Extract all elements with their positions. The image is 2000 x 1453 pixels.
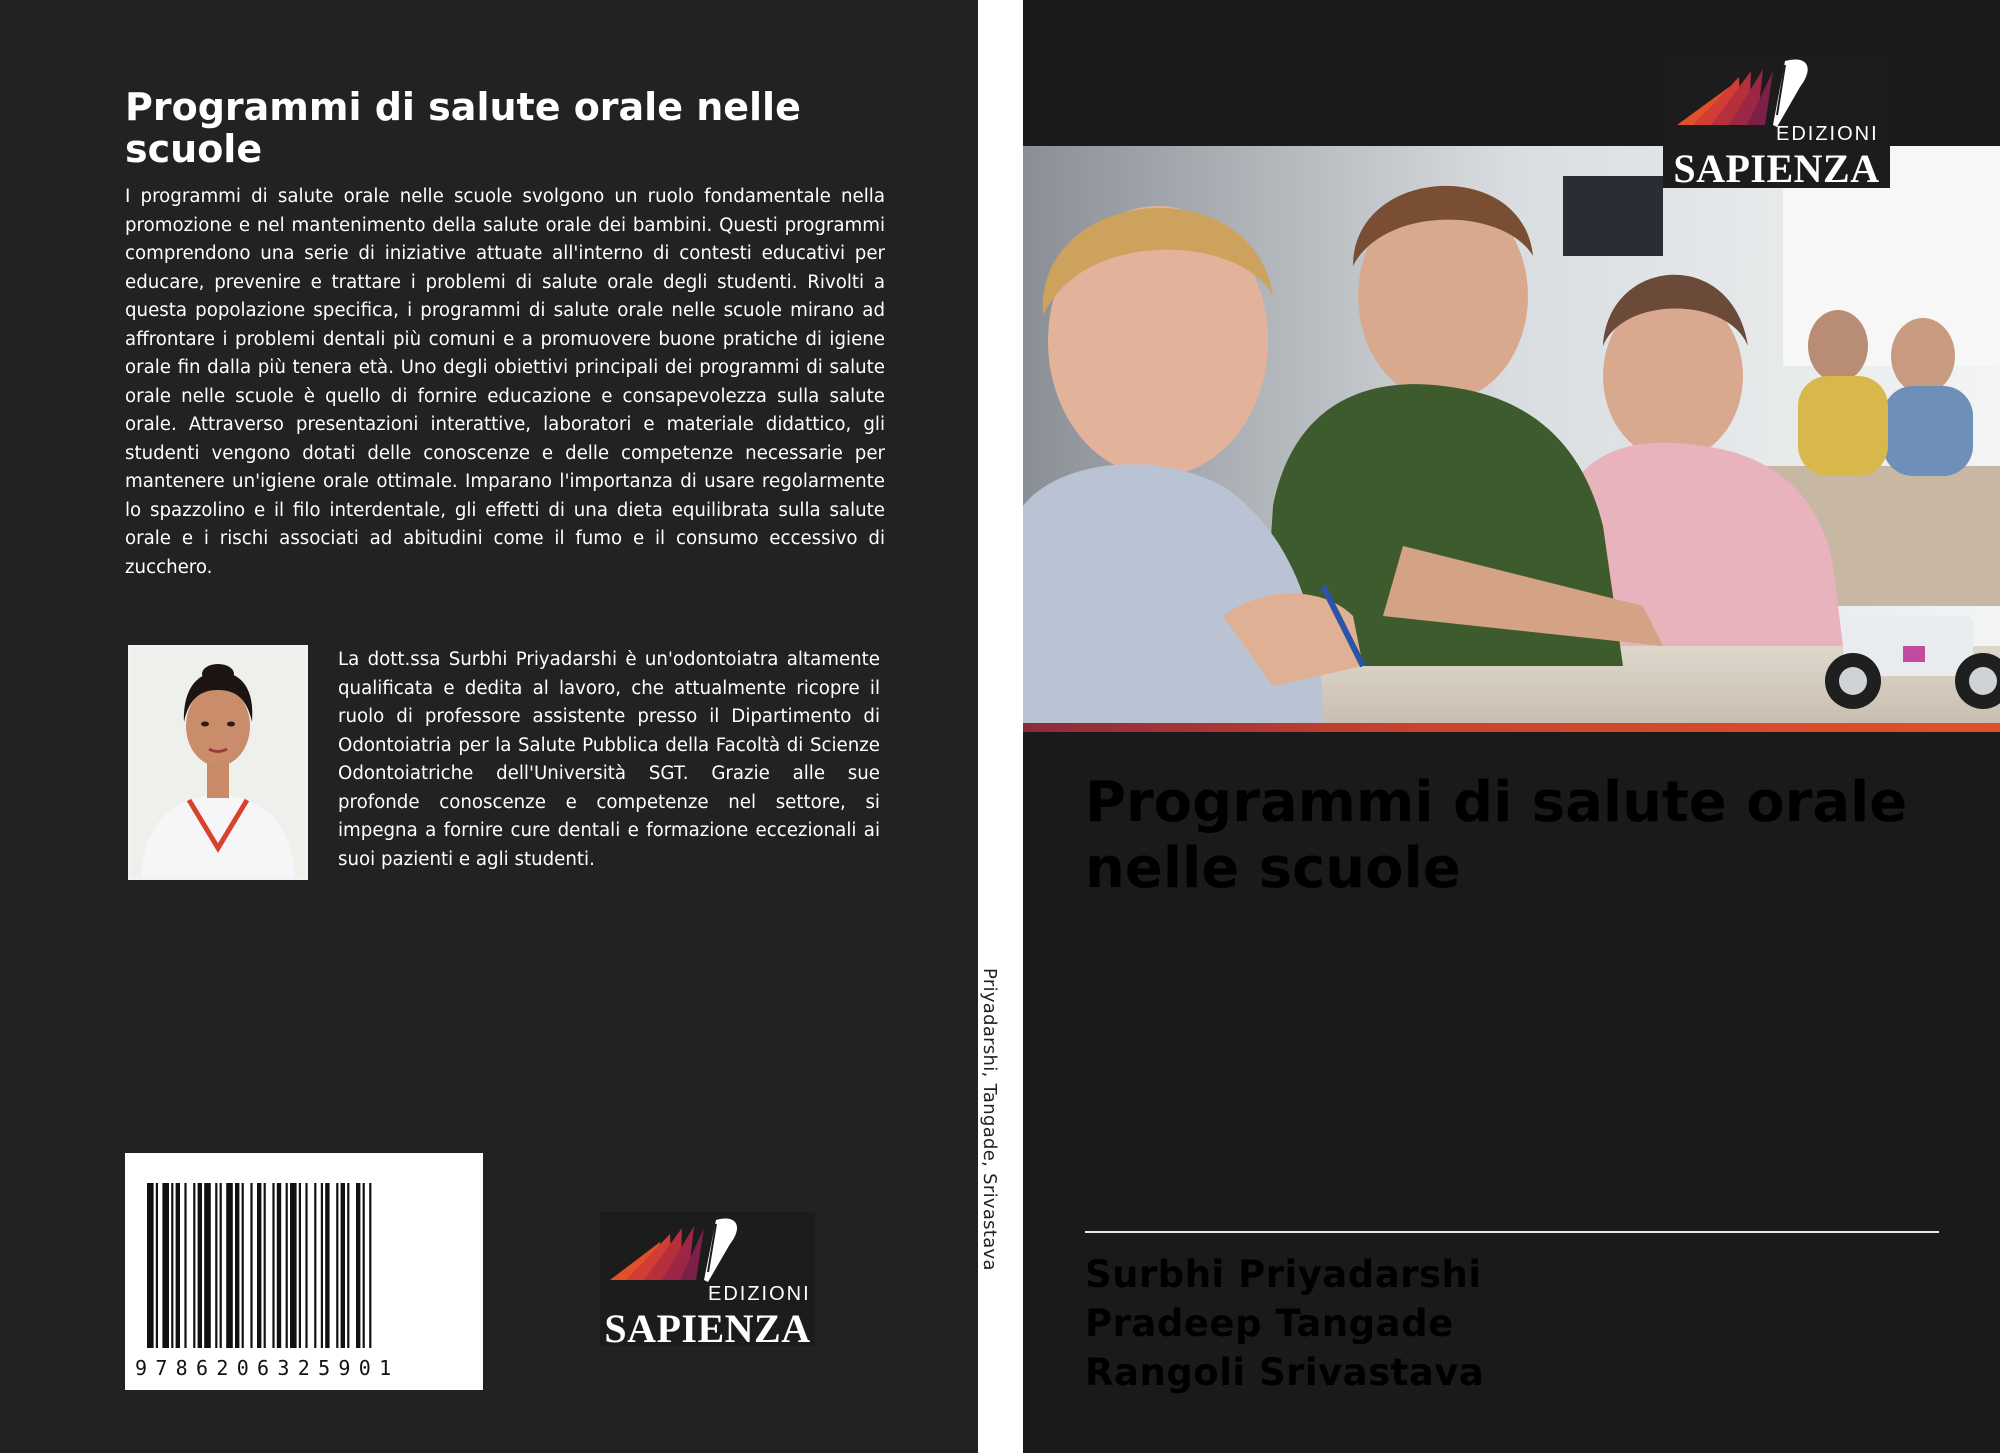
publisher-logo-front bbox=[1663, 55, 1890, 191]
isbn-digits: 9786206325901 bbox=[135, 1356, 400, 1380]
author-divider bbox=[1085, 1231, 1939, 1233]
author-name: Rangoli Srivastava bbox=[1085, 1351, 1485, 1394]
barcode-bar bbox=[162, 1183, 169, 1348]
barcode-bar bbox=[369, 1183, 371, 1348]
accent-bar bbox=[1023, 723, 2000, 732]
barcode-bar bbox=[347, 1183, 349, 1348]
barcode-bar bbox=[147, 1183, 154, 1348]
barcode-bar bbox=[286, 1183, 288, 1348]
cover-photo-classroom bbox=[1023, 146, 2000, 723]
barcode-bar bbox=[226, 1183, 233, 1348]
author-name: Surbhi Priyadarshi bbox=[1085, 1253, 1482, 1296]
barcode-bar bbox=[363, 1183, 365, 1348]
back-cover-title: Programmi di salute orale nelle scuole bbox=[125, 85, 801, 171]
barcode-bar bbox=[220, 1183, 222, 1348]
publisher-brand: SAPIENZA bbox=[1673, 146, 1880, 191]
barcode-bar bbox=[299, 1183, 301, 1348]
barcode-bar bbox=[321, 1183, 323, 1348]
author-list bbox=[1085, 1250, 1484, 1397]
barcode-bar bbox=[277, 1183, 281, 1348]
barcode-bar bbox=[314, 1183, 316, 1348]
back-cover bbox=[0, 0, 978, 1453]
barcode-bar bbox=[336, 1183, 338, 1348]
barcode-bar bbox=[204, 1183, 211, 1348]
barcode-bar bbox=[215, 1183, 217, 1348]
isbn-barcode bbox=[125, 1153, 483, 1390]
author-bio: La dott.ssa Surbhi Priyadarshi è un'odontoiatra altamente qualificata e dedita al lavoro, che attualmente ricopre il ruolo di professore assistente presso il Dipartimento di Odontoiatria per la Salute Pubblica della Facoltà di Scienze Odontoiatriche dell'Università SGT. Grazie alle sue profonde conoscenze e competenze nel settore, si impegna a fornire cure dentali e formazione eccezionali ai suoi pazienti e agli studenti. bbox=[338, 649, 880, 870]
back-cover-description: I programmi di salute orale nelle scuole svolgono un ruolo fondamentale nella promozione e nel mantenimento della salute orale dei bambini. Questi programmi comprendono una serie di iniziative attuate all'interno di contesti educativi per educare, prevenire e trattare i problemi di salute orale degli studenti. Rivolti a questa popolazione specifica, i programmi di salute orale nelle scuole mirano ad affrontare i problemi dentali più comuni e a promuovere buone pratiche di igiene orale fin dalla più tenera età. Uno degli obiettivi principali dei programmi di salute orale nelle scuole è quello di fornire educazione e consapevolezza sulla salute orale. Attraverso presentazioni interattive, laboratori e materiale didattico, gli studenti vengono dotati delle conoscenze e delle competenze necessarie per mantenere un'igiene orale ottimale. Imparano l'importanza di usare regolarmente lo spazzolino e il filo interdentale, gli effetti di una dieta equilibrata sulla salute orale e i rischi associati ad abitudini come il fumo e il consumo eccessivo di zucchero. bbox=[125, 186, 885, 578]
publisher-sub: EDIZIONI bbox=[708, 1283, 811, 1305]
barcode-bar bbox=[156, 1183, 158, 1348]
publisher-sub: EDIZIONI bbox=[1776, 123, 1879, 145]
barcode-bar bbox=[184, 1183, 186, 1348]
barcode-bar bbox=[242, 1183, 244, 1348]
author-photo bbox=[128, 645, 308, 880]
barcode-bar bbox=[325, 1183, 329, 1348]
barcode-bar bbox=[341, 1183, 345, 1348]
barcode-bar bbox=[290, 1183, 297, 1348]
barcode-bar bbox=[198, 1183, 202, 1348]
barcode-bar bbox=[264, 1183, 266, 1348]
author-name: Pradeep Tangade bbox=[1085, 1302, 1454, 1345]
publisher-brand: SAPIENZA bbox=[604, 1306, 811, 1351]
barcode-bar bbox=[171, 1183, 173, 1348]
publisher-logo-back bbox=[600, 1212, 815, 1351]
barcode-bar bbox=[356, 1183, 360, 1348]
barcode-bar bbox=[176, 1183, 180, 1348]
barcode-bar bbox=[272, 1183, 274, 1348]
front-cover-title: Programmi di salute orale nelle scuole bbox=[1085, 770, 1908, 901]
barcode-bars bbox=[125, 1153, 483, 1353]
barcode-bar bbox=[250, 1183, 252, 1348]
barcode-bar bbox=[193, 1183, 195, 1348]
barcode-bar bbox=[235, 1183, 239, 1348]
barcode-bar bbox=[257, 1183, 261, 1348]
barcode-bar bbox=[305, 1183, 307, 1348]
spine-authors: Priyadarshi, Tangade, Srivastava bbox=[979, 968, 1000, 1271]
